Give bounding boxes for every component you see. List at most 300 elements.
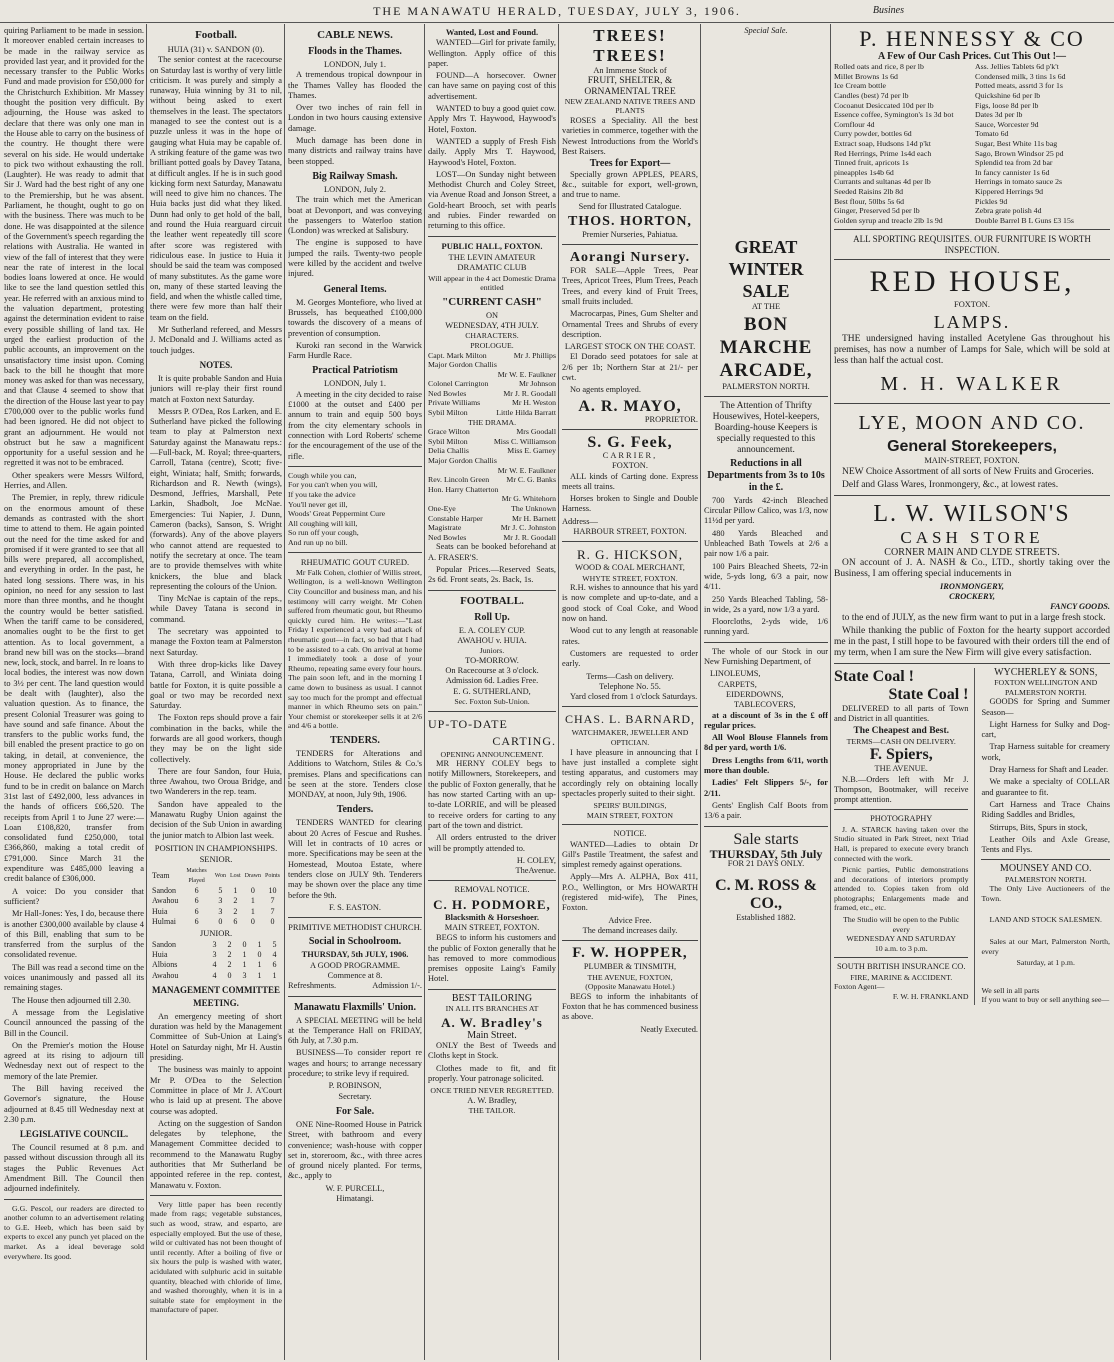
mounsey-name: MOUNSEY AND CO. bbox=[999, 863, 1092, 875]
cell: 6 bbox=[272, 960, 277, 970]
price-item: Curry powder, bottles 6d bbox=[834, 129, 912, 139]
cell: 3 bbox=[218, 906, 223, 916]
social-time: Commence at 8. bbox=[327, 970, 383, 980]
cell: Sandon bbox=[152, 939, 176, 949]
patriot-date: LONDON, July 1. bbox=[324, 379, 386, 389]
notes-heading: NOTES. bbox=[199, 359, 233, 370]
bradley-p3: ONCE TRIED NEVER REGRETTED. bbox=[430, 1086, 554, 1096]
floods-body: A tremendous tropical downpour in the Thames Valley has flooded the Thames. bbox=[288, 70, 422, 100]
cast-row bbox=[428, 504, 556, 514]
price-item: Zebra grate polish 4d bbox=[975, 206, 1042, 216]
primitive-heading: PRIMITIVE METHODIST CHURCH. bbox=[288, 922, 422, 933]
cup-name: E. A. COLEY CUP. bbox=[458, 625, 526, 635]
aorangi-p2: Macrocarpas, Pines, Gum Shelter and Ornamental Trees and Shrubs of every description. bbox=[562, 309, 698, 339]
feek-body: ALL kinds of Carting done. Express meets all trains. bbox=[562, 471, 698, 491]
cell: 6 bbox=[194, 886, 199, 896]
col1-footnote: G.G. Pescol, our readers are directed to another column to an advertisement relating to G.E. Heeb, which has been said by experts to excel any punch yet placed on the market. As a ideal beverage sold everywhere. Its good. bbox=[4, 1203, 144, 1261]
divider bbox=[562, 824, 698, 825]
lino: LINOLEUMS, bbox=[710, 669, 761, 679]
price-item: Pickles 9d bbox=[975, 196, 1008, 206]
discount: at a discount of 3s in the £ off regular prices. bbox=[704, 710, 828, 730]
divider bbox=[834, 229, 1110, 230]
floods-p2: Over two inches of rain fell in London in two hours causing extensive damage. bbox=[288, 103, 422, 133]
hopper-name: F. W. HOPPER, bbox=[572, 945, 688, 962]
flaxmills-heading: Manawatu Flaxmills' Union. bbox=[294, 1001, 416, 1013]
cast-actor: Mr J. Phillips bbox=[513, 350, 556, 360]
social-admission: Admission 1/-. bbox=[372, 981, 422, 991]
carting-p2: All orders entrusted to the driver will be promptly attended to. bbox=[428, 833, 556, 853]
smash-body: The train which met the American boat at Devonport, and was conveying the passengers to Waterloo station (London) was wrecked at Salisbury. bbox=[288, 195, 422, 236]
aorangi-heading: Aorangi Nursery. bbox=[569, 250, 691, 266]
parliament-p7: The House then adjourned till 2.30. bbox=[12, 995, 131, 1005]
cast-actor: Mr C. G. Banks bbox=[506, 475, 556, 485]
social-programme: A GOOD PROGRAMME. bbox=[309, 960, 401, 970]
wycherley-spurs: Stirrups, Bits, Spurs in stock, bbox=[989, 822, 1088, 832]
cast-actor: Mr H. Weston bbox=[511, 398, 556, 408]
play-title: "CURRENT CASH" bbox=[442, 295, 542, 308]
wanted-item: FOUND—A horsecover. Owner can have same on paying cost of this advertisement. bbox=[428, 71, 556, 101]
column-trees bbox=[562, 26, 698, 1358]
match-place: On Racecourse at 3 o'clock. bbox=[445, 666, 539, 676]
cell: 3 bbox=[218, 896, 223, 906]
carting-place: TheAvenue. bbox=[515, 866, 556, 876]
cast-prologue-list bbox=[428, 351, 556, 418]
price-item: Seeded Raisins 2lb 8d bbox=[834, 187, 904, 197]
cast-actor: Miss E. Garney bbox=[507, 446, 556, 456]
sporting-requisites: ALL SPORTING REQUISITES. OUR FURNITURE IS WORTH INSPECTION. bbox=[853, 234, 1091, 255]
column-parliament bbox=[4, 26, 144, 1358]
management-body: An emergency meeting of short duration was held by the Management Committee of Sub-Union at Laing's Hotel on Saturday night, Mr H. Austin presiding. bbox=[150, 1011, 282, 1063]
wycherley-dray: Dray Harness for Shaft and Leader. bbox=[989, 765, 1109, 775]
cell: 6 bbox=[194, 917, 199, 927]
notes-p6: The Foxton reps should prove a fair combination in the backs, while the forwards are all good workers, though they may be on the light side collectively. bbox=[150, 713, 282, 764]
price-item: Double Barrel B L Guns £3 15s bbox=[975, 215, 1074, 225]
cell: Huia bbox=[152, 906, 168, 916]
championship-heading: POSITION IN CHAMPIONSHIPS. bbox=[154, 842, 278, 853]
football-p2: Mr Sutherland refereed, and Messrs J. McDonald and J. Williams acted as touch judges. bbox=[150, 325, 282, 355]
cast-row bbox=[428, 494, 556, 504]
notes-p7: There are four Sandon, four Huia, three Awahou, two Oroua Bridge, and two Wanderers in the rep. team. bbox=[150, 766, 282, 797]
podmore-name: C. H. PODMORE, bbox=[433, 896, 551, 912]
cast-role: Delia Challis bbox=[428, 446, 469, 456]
divider bbox=[428, 989, 556, 990]
notice-p2: Apply—Mrs A. ALPHA, Box 411, P.O., Wellington, or Mrs HOWARTH (registered mid-wife), The Pines, Foxton. bbox=[562, 872, 698, 913]
wanted-heading: Wanted, Lost and Found. bbox=[445, 27, 539, 37]
booking-info: Seats can be booked beforehand at A. FRASER'S. bbox=[428, 542, 556, 562]
cable-news-heading: CABLE NEWS. bbox=[317, 29, 393, 41]
cell: Huia bbox=[152, 949, 168, 959]
sale-starts: Sale starts bbox=[733, 830, 799, 848]
divider bbox=[704, 396, 828, 397]
sale-item: 250 Yards Bleached Tabling, 58-in wide, 2s a yard, now 1/3 a yard. bbox=[704, 594, 828, 614]
cast-actor: Little Hilda Barratt bbox=[496, 408, 556, 418]
cell: Sandon bbox=[152, 886, 176, 896]
notice-body: WANTED—Ladies to obtain Dr Gill's Pastile Treatment, the safest and simplest remedy against operations. bbox=[562, 839, 698, 870]
cell: 6 bbox=[194, 896, 199, 906]
attention: The Attention of Thrifty Housewives, Hotel-keepers, Boarding-house Keepers is specially requested to this announcement. bbox=[712, 400, 820, 455]
notes-p5: With three drop-kicks like Davey Tatana, Carroll, and Winiata doing battle for Foxton, it is quite possible a goal or two may be recorded next Saturday. bbox=[150, 659, 282, 711]
price-item: Millet Browns 1s 6d bbox=[834, 71, 898, 81]
play-on: ON bbox=[485, 310, 499, 320]
hopper-trade: PLUMBER & TINSMITH, bbox=[583, 962, 677, 972]
carting-body: MR HERNY COLEY begs to notify Millowners, Storekeepers, and the public of Foxton generally, that he has now started Carting with an up-to-date LORRIE, and will be pleased to receive orders for carting to any part of the town and district. bbox=[428, 759, 556, 830]
aorangi-p3: LARGEST STOCK ON THE COAST. bbox=[564, 342, 696, 352]
cast-actor: Mr G. Whitehorn bbox=[501, 494, 556, 504]
lamps-heading: LAMPS. bbox=[933, 312, 1011, 333]
price-item: Kippered Herrings 9d bbox=[975, 187, 1043, 197]
football-body: The senior contest at the racecourse on Saturday last is worthy of very little criticism. It was purely and simply a runaway, Huia winning by 31 to nil, without being asked to exert themselves in the least. The spectators managed to see the contest out is a puzzle unless it was in the hope of gauging what Huia may be capable of. A striking feature of the game was two brilliant potted goals by Davey Tatana, at difficult angles. If he is in such good kicking form next Saturday, Manawatu will need to give him no chances. The Huia backs just did what they liked. Dunn had only to get hold of the ball, and round the Huia rearguard circuit the leather went repeatedly till score after score was registered with ridiculous ease. In justice to Huia it should be said the team was composed of many substitutes. As the game wore on, many of these started leaving the field, and when the whistle called time, there were few more than half their team on the field. bbox=[150, 55, 282, 322]
masthead-title: THE MANAWATU HERALD, TUESDAY, JULY 3, 1906. bbox=[373, 4, 741, 18]
divider bbox=[428, 236, 556, 237]
football-subheading: HUIA (31) v. SANDON (0). bbox=[167, 44, 265, 54]
aorangi-body: FOR SALE—Apple Trees, Pear Trees, Apricot Trees, Plum Trees, Peach Trees, and every kind of Fruit Trees, small fruits included. bbox=[562, 266, 698, 306]
cast-role: Constable Harper bbox=[428, 513, 483, 523]
cell: 2 bbox=[227, 939, 232, 949]
cast-row bbox=[428, 379, 556, 389]
rheumatic-body: Mr Falk Cohen, clothier of Willis street, Wellington, is a well-known Wellington City Councillor and business man, and his testimony will carry weight. Mr Cohen suffered from rheumatic gout, but Rheumo quickly cured him. He writes:—"Last Friday I experienced a very bad attack of rheumatic gout—in fact, so bad that I had to be assisted to a cab. On arrival at home I immediately took a dose of your Rheumo, repeating same every four hours. The pain soon left, and in the morning I came down to business as usual. I cannot say too much for the prompt and effectual manner in which Rheumo sets on pain." Your chemist or storekeeper sells it at 2/6 and 4/6 a bottle. bbox=[288, 567, 422, 731]
table-row bbox=[150, 917, 282, 927]
railway-smash-heading: Big Railway Smash. bbox=[312, 170, 398, 182]
cast-row bbox=[428, 475, 556, 485]
public-hall-heading: PUBLIC HALL, FOXTON. bbox=[441, 240, 543, 251]
crockery: CROCKERY, bbox=[949, 592, 995, 602]
flaxmills-secretary: Secretary. bbox=[338, 1091, 372, 1101]
divider bbox=[562, 940, 698, 941]
cough-poem: Cough while you can, For you can't when you will, If you take the advice You'll never get ill, Woods' Great Peppermint Cure All coughing will kill, So run off your cough, And run up no bill. bbox=[288, 470, 386, 547]
hickson-p3: Customers are requested to order early. bbox=[562, 648, 698, 669]
cell: 10 bbox=[268, 886, 277, 896]
cast-actor: Mr Johnson bbox=[518, 379, 556, 389]
feek-address: HARBOUR STREET, FOXTON. bbox=[573, 526, 687, 536]
podmore-address: MAIN STREET, FOXTON. bbox=[444, 922, 540, 932]
bradley-p2: Clothes made to fit, and fit properly. Your patronage solicited. bbox=[428, 1063, 556, 1083]
parliament-p9: On the Premier's motion the House agreed at its rising to adjourn till Wednesday next out of respect to the memory of the late Premier. bbox=[4, 1040, 144, 1081]
floods-p3: Much damage has been done in many districts and railway trains have been stopped. bbox=[288, 136, 422, 166]
hickson-p2: Wood cut to any length at reasonable rates. bbox=[562, 626, 698, 646]
sale-item: 100 Pairs Bleached Sheets, 72-in wide, 5-yds long, 6/3 a pair, now 4/11. bbox=[704, 561, 828, 592]
cast-role: Colonel Carrington bbox=[428, 379, 489, 389]
sale-item: 480 Yards Bleached and Unbleached Bath Towels at 2/6 a pair now 1/6 a pair. bbox=[704, 528, 828, 559]
spiers-avenue: THE AVENUE. bbox=[874, 764, 928, 774]
wycherley-light: Light Harness for Sulky and Dog-cart, bbox=[981, 719, 1110, 740]
divider bbox=[4, 1199, 144, 1200]
special-sale-heading: Special Sale. bbox=[744, 26, 788, 35]
price-list-left bbox=[834, 62, 969, 225]
table-row bbox=[150, 960, 282, 970]
hickson-p5: Yard closed from 1 o'clock Saturdays. bbox=[570, 692, 698, 702]
col2-footnote: Very little paper has been recently made from rags; vegetable substances, such as wood, straw, and esparto, are especially employed. But the use of these, wild or cultivated has not been thought of until recently. After a boiling of five or six hours the pulp is washed with water, acidulated with sulphuric acid in suitable quantity, bleached with chloride of lime, and washed thoroughly, when it is in a suitable state for employment in the manufacture of paper. bbox=[150, 1199, 282, 1315]
divider bbox=[704, 826, 828, 827]
cast-drama-list bbox=[428, 427, 556, 542]
flaxmills-business: BUSINESS—To consider report re wages and hours; to arrange necessary procedure; to strike levy if required. bbox=[288, 1048, 422, 1079]
prices-info: Popular Prices.—Reserved Seats, 2s 6d. Front seats, 2s. Back, 1s. bbox=[428, 564, 556, 585]
column-rule bbox=[558, 24, 559, 1360]
drama-label: THE DRAMA. bbox=[467, 417, 517, 427]
barnard-name: CHAS. L. BARNARD, bbox=[564, 712, 695, 727]
carting-signature: H. COLEY, bbox=[516, 855, 556, 865]
general-storekeepers: General Storekeepers, bbox=[887, 438, 1057, 456]
table-row bbox=[150, 896, 282, 906]
wilson-name: L. W. WILSON'S bbox=[873, 500, 1071, 527]
cast-actor: Miss C. Williamson bbox=[493, 436, 556, 446]
general-body: M. Georges Montefiore, who lived at Brussels, has bequeathed £100,000 towards the discovery of a means of prevention of consumption. bbox=[288, 297, 422, 338]
hickson-street: WHYTE STREET, FOXTON. bbox=[582, 573, 678, 583]
divider bbox=[562, 244, 698, 245]
horton-sub: Premier Nurseries, Pahiatua. bbox=[582, 229, 678, 239]
col-header: Points bbox=[264, 872, 280, 879]
legislative-council-heading: LEGISLATIVE COUNCIL. bbox=[19, 1129, 129, 1140]
cell: 0 bbox=[218, 917, 223, 927]
tenders-body: TENDERS for Alterations and Additions to Watchorn, Stiles & Co.'s premises. Plans and specifications can be seen at the store. Tenders close MONDAY, at noon, July 9th, 1906. bbox=[288, 748, 422, 800]
cell: 7 bbox=[270, 896, 275, 906]
column-rule bbox=[700, 24, 701, 1360]
price-item: Ice Cream bottle bbox=[834, 81, 886, 91]
trees-nz: NEW ZEALAND NATIVE TREES AND PLANTS bbox=[564, 96, 696, 116]
cast-role: Ned Bowles bbox=[428, 532, 467, 542]
at-the: AT THE bbox=[751, 302, 781, 312]
wilson-corner: CORNER MAIN AND CLYDE STREETS. bbox=[884, 546, 1060, 558]
tenders2-heading: Tenders. bbox=[336, 804, 374, 816]
column-rule bbox=[830, 24, 831, 1360]
lye-moon-heading: LYE, MOON AND CO. bbox=[858, 412, 1086, 435]
flaxmills-signature: P. ROBINSON, bbox=[328, 1081, 382, 1091]
price-list-right bbox=[975, 62, 1110, 225]
wanted-item: WANTED—Girl for private family, Wellington. Apply office of this paper. bbox=[428, 38, 556, 68]
cast-row bbox=[428, 456, 556, 466]
masthead-right: Busines bbox=[872, 5, 904, 16]
bradley-body: ONLY the Best of Tweeds and Cloths kept in Stock. bbox=[428, 1040, 556, 1061]
col-header: Lost bbox=[229, 872, 241, 879]
state-coal-ad bbox=[834, 668, 968, 1005]
hickson-name: R. G. HICKSON, bbox=[576, 547, 684, 563]
eiderdowns: EIDERDOWNS, bbox=[726, 689, 784, 699]
dramatic-club: THE LEVIN AMATEUR DRAMATIC CLUB bbox=[448, 251, 536, 273]
south-british: SOUTH BRITISH INSURANCE CO. bbox=[837, 962, 966, 972]
price-item: In fancy cannister 1s 6d bbox=[975, 167, 1050, 177]
cast-actor: Mr J. C. Johnston bbox=[500, 523, 556, 533]
sale-item: 700 Yards 42-inch Bleached Circular Pillow Calico, was 1/3, now 11½d per yard. bbox=[704, 495, 828, 526]
cast-role: Grace Wilton bbox=[428, 427, 470, 437]
sale-items bbox=[704, 496, 828, 638]
price-item: Sugar, Best White 11s bag bbox=[975, 139, 1058, 149]
social-footer bbox=[288, 981, 422, 991]
starck-picnic: Picnic parties, Public demonstrations and decorations of interiors promptly attended to. Copies taken from old photographs; Enlargements made and framed, etc., etc. bbox=[834, 865, 969, 913]
cell: 3 bbox=[212, 939, 217, 949]
cell: Albions bbox=[152, 960, 178, 970]
col-header: Team bbox=[152, 870, 170, 880]
price-item: pineapples 1s4b 6d bbox=[834, 167, 894, 177]
wycherley-name: WYCHERLEY & SONS, bbox=[994, 666, 1098, 678]
sale-date: THURSDAY, 5th July bbox=[709, 846, 823, 861]
state-coal-2: State Coal ! bbox=[888, 685, 969, 703]
match-when: TO-MORROW. bbox=[465, 655, 519, 665]
cast-actor: Mr J. R. Goodall bbox=[503, 388, 556, 398]
cast-role: Capt. Mark Milton bbox=[428, 350, 487, 360]
match-admission: Admission 6d. Ladies Free. bbox=[445, 676, 539, 686]
cell: 1 bbox=[233, 886, 238, 896]
match-signature: E. G. SUTHERLAND, bbox=[453, 686, 531, 696]
fancy-goods: FANCY GOODS. bbox=[1050, 602, 1110, 612]
patriot-body: A meeting in the city decided to raise £1000 at the outset and £400 per annum to train and equip 500 boys from the city elementary schools in connection with Lord Roberts' scheme for the encouragement of the use of the rifle. bbox=[288, 389, 422, 461]
cell: Awahou bbox=[152, 970, 179, 980]
cast-row bbox=[428, 389, 556, 399]
social-refreshments: Refreshments. bbox=[288, 981, 337, 991]
opening-announcement: OPENING ANNOUNCEMENT. bbox=[440, 749, 544, 759]
bon-place: PALMERSTON NORTH. bbox=[722, 381, 810, 391]
feek-role: CARRIER, bbox=[602, 450, 658, 460]
wanted-item: LOST—On Sunday night between Methodist Church and Coley Street, via Avenue Road and Jonson Street, a Gold-heart Brooch, set with pearls and rubies. Finder rewarded on returning to this office. bbox=[428, 169, 556, 231]
bradley-signature: A. W. Bradley, bbox=[467, 1095, 517, 1105]
tailoring-heading: BEST TAILORING bbox=[451, 992, 533, 1004]
cell: 1 bbox=[250, 896, 255, 906]
cell: 0 bbox=[227, 970, 232, 980]
horton-name: THOS. HORTON, bbox=[568, 213, 692, 229]
junior-label: JUNIOR. bbox=[199, 928, 233, 939]
wycherley-leather: Leather Oils and Axle Grease, Tents and Flys. bbox=[981, 834, 1110, 855]
general-p2: Kuroki ran second in the Warwick Farm Hurdle Race. bbox=[288, 340, 422, 361]
cast-row bbox=[428, 437, 556, 447]
junior-table bbox=[150, 940, 282, 981]
cast-role: Hon. Harry Chatterton bbox=[428, 484, 499, 494]
table-row bbox=[150, 950, 282, 960]
notes-p4: The secretary was appointed to manage the Foxton team at Palmerston next Saturday. bbox=[150, 627, 282, 657]
for-sale-body: ONE Nine-Roomed House in Patrick Street, with bathroom and every convenience; wash-house with copper set in, storeroom, &c., with three acres of ground nicely planted. For terms, &c., apply to bbox=[288, 1119, 422, 1181]
lye-address: MAIN-STREET, FOXTON. bbox=[924, 456, 1020, 466]
cell: 0 bbox=[270, 917, 275, 927]
hopper-opposite: (Opposite Manawatu Hotel.) bbox=[585, 982, 675, 992]
price-item: Rolled oats and rice, 8 per lb bbox=[834, 62, 924, 72]
cell: 0 bbox=[242, 939, 247, 949]
hopper-p2: Neatly Executed. bbox=[640, 1024, 698, 1034]
price-item: Herrings in tomato sauce 2s bbox=[975, 177, 1063, 187]
divider bbox=[981, 859, 1110, 860]
hickson-telephone: Telephone No. 55. bbox=[599, 681, 661, 691]
red-house-place: FOXTON. bbox=[954, 299, 990, 309]
lamps-body: THE undersigned having installed Acetylene Gas throughout his premises, has now a number of Lamps for Sale, which will be sold at less than half the actual cost. bbox=[834, 334, 1110, 367]
starck-body: J. A. STARCK having taken over the Studio situated in Park Street, next Triad Hall, is prepared to execute every branch connected with the work. bbox=[834, 824, 969, 863]
notes-p3: Tiny McNae is captain of the reps., while Davey Tatana is second in command. bbox=[150, 594, 282, 624]
cell: 1 bbox=[257, 970, 262, 980]
parliament-p2: Other speakers were Messrs Wilford, Herries, and Allen. bbox=[4, 470, 144, 491]
parliament-p3: The Premier, in reply, threw ridicule on the enormous amount of these demands as contrasted with the short time to attend to them. He again pointed out the need for the time asked for and promised if it were granted to see that all bills were prepared, all accomplished, and everything in order. In the past, he hated long sessions. There was, in his opinion, no need for any session to last more than three months, and he thought the country would be better satisfied. When the tariff came to be considered, anomalies ought to be the first to get attention. As to local government, a brand new bill was on the stocks—brand new, lock, stock, and barrel. In re loans to local bodies, the interest was now down to 3½ per cent. The land question would be dealt with (laughter), also the valuation question. As to finance, the present Colonial Treasurer was going to have sound and safe finance. About the transfers to the public works fund, the bill enabled the present practice to go on taking, in detail, at convenience, the money appropriated in June by the House. He declared the public works fund to be in credit on balance on March 31st last of £492,000, less advances in the hands of officers £66,520. The receipts from April 1 to June 27 were:—Loan £108,820, transfer from consolidated fund £250,000, total £366,860, making a total credit of £791,000. Since March 31 the expenditure was £485,000 leaving a credit balance of £306,000. bbox=[4, 493, 144, 884]
column-rule bbox=[146, 24, 147, 1360]
podmore-trade: Blacksmith & Horseshoer. bbox=[445, 912, 539, 922]
nash-p3: While thanking the public of Foxton for the hearty support accorded me in the past, I still hope to be favoured with their orders till the end of my term, when I am sure the New Firm will give every satisfaction. bbox=[834, 625, 1110, 658]
cast-row bbox=[428, 370, 556, 380]
podmore-body: BEGS to inform his customers and the public of Foxton generally that he has removed to more commodious premises opposite Laing's Family Hotel. bbox=[428, 933, 556, 984]
column-rule bbox=[974, 668, 975, 1005]
match-level: Juniors. bbox=[479, 646, 505, 656]
divider bbox=[562, 429, 698, 430]
coal-terms: TERMS—CASH ON DELIVERY. bbox=[846, 736, 956, 746]
price-item: Currants and sultanas 4d per lb bbox=[834, 177, 931, 187]
divider bbox=[428, 880, 556, 881]
flaxmills-body: A SPECIAL MEETING will be held at the Temperance Hall on FRIDAY, 6th July, at 7.30 p.m. bbox=[288, 1015, 422, 1046]
barnard-trade: WATCHMAKER, JEWELLER AND OPTICIAN. bbox=[571, 728, 689, 748]
divider bbox=[834, 957, 968, 958]
masthead bbox=[0, 0, 1114, 23]
cell: 1 bbox=[257, 960, 262, 970]
divider bbox=[834, 495, 1110, 496]
divider bbox=[834, 663, 1110, 664]
sell-parts: We sell in all parts bbox=[981, 985, 1040, 995]
price-item: Candles (best) 7d per lb bbox=[834, 91, 909, 101]
hickson-trade: WOOD & COAL MERCHANT, bbox=[575, 563, 685, 573]
cell: 5 bbox=[218, 886, 223, 896]
cash-store: CASH STORE bbox=[900, 527, 1044, 547]
cash-prices-heading: A Few of Our Cash Prices. Cut This Out !— bbox=[878, 51, 1066, 62]
price-item: Cornflour 4d bbox=[834, 119, 875, 129]
price-list bbox=[834, 62, 1110, 225]
divider bbox=[288, 466, 422, 467]
price-item: Red Herrings, Prime 1s4d each bbox=[834, 148, 932, 158]
reductions: Reductions in all Departments from 3s to 10s in the £. bbox=[707, 457, 825, 493]
wycherley-collar: We make a specialty of COLLAR and guarantee to fit. bbox=[981, 777, 1110, 797]
cell: 4 bbox=[212, 970, 217, 980]
divider bbox=[834, 403, 1110, 404]
cell: 3 bbox=[212, 949, 217, 959]
trees-heading: TREES! TREES! bbox=[593, 26, 667, 65]
cell: Awahou bbox=[152, 896, 179, 906]
table-row bbox=[150, 940, 282, 950]
drama-intro: Will appear in the 4 act Domestic Drama entitled bbox=[428, 273, 556, 293]
sale-days: FOR 21 DAYS ONLY. bbox=[727, 858, 805, 868]
divider bbox=[150, 1195, 282, 1196]
carting-heading-2: CARTING. bbox=[492, 733, 556, 748]
divider bbox=[428, 590, 556, 591]
cell: 7 bbox=[270, 906, 275, 916]
price-item: Ass. Jellies Tablets 6d p'k't bbox=[975, 62, 1059, 72]
table-header-row bbox=[150, 866, 282, 887]
export-body: Specially grown APPLES, PEARS, &c., suitable for export, well-grown, and true to name. bbox=[562, 169, 698, 200]
football-ad-heading: FOOTBALL. bbox=[460, 594, 524, 607]
notes-body: It is quite probable Sandon and Huia juniors will re-play their first round match at Foxton next Saturday. bbox=[150, 373, 282, 404]
for-sale-heading: For Sale. bbox=[335, 1105, 375, 1117]
floods-heading: Floods in the Thames. bbox=[308, 46, 402, 57]
bradley-name: A. W. Bradley's bbox=[441, 1014, 543, 1030]
wanted-item: WANTED to buy a good quiet cow. Apply Mrs T. Haywood, Haywood's Hotel, Foxton. bbox=[428, 104, 556, 134]
feek-place: FOXTON. bbox=[612, 461, 648, 471]
price-item: Splendid tea from 2d bar bbox=[975, 158, 1053, 168]
price-item: Extract soap, Hudsons 14d p'kt bbox=[834, 139, 931, 149]
cell: 1 bbox=[242, 960, 247, 970]
cast-row bbox=[428, 523, 556, 533]
column-wanted bbox=[428, 26, 556, 1358]
column-rule bbox=[284, 24, 285, 1360]
sell-see: If you want to buy or sell anything see— bbox=[981, 995, 1110, 1005]
parliament-p5: Mr Hall-Jones: Yes, I do, because there is another £300,000 available by clause 4 of this Bill, enabling that sum to be transferred from the surplus of the consolidated revenue. bbox=[4, 909, 144, 960]
column-stores bbox=[834, 26, 1110, 1358]
red-house-heading: RED HOUSE, bbox=[869, 264, 1075, 298]
price-item: Condensed milk, 3 tins 1s 6d bbox=[975, 71, 1066, 81]
spiers-nb: N.B.—Orders left with Mr J. Thompson, Bootmaker, will receive prompt attention. bbox=[834, 774, 969, 805]
price-item: Quickshine 6d per lb bbox=[975, 91, 1041, 101]
dress-lengths: Dress Lengths from 6/11, worth more than double. bbox=[704, 755, 828, 776]
bon-marche: BON MARCHE ARCADE, bbox=[719, 313, 813, 381]
for-sale-signature: W. F. PURCELL, bbox=[325, 1183, 385, 1193]
cast-role: One-Eye bbox=[428, 504, 456, 513]
price-item: Figs, loose 8d per lb bbox=[975, 100, 1039, 110]
cast-role: Sybil Milton bbox=[428, 408, 468, 418]
cast-row bbox=[428, 427, 556, 437]
social-date: THURSDAY, 5th JULY, 1906. bbox=[301, 950, 409, 960]
cast-actor: Mr H. Barnett bbox=[512, 513, 556, 523]
cell: Hulmai bbox=[152, 917, 176, 927]
great-winter-sale: GREAT WINTER SALE bbox=[728, 237, 804, 302]
cell: 2 bbox=[227, 949, 232, 959]
column-rule bbox=[424, 24, 425, 1360]
divider bbox=[834, 809, 968, 810]
